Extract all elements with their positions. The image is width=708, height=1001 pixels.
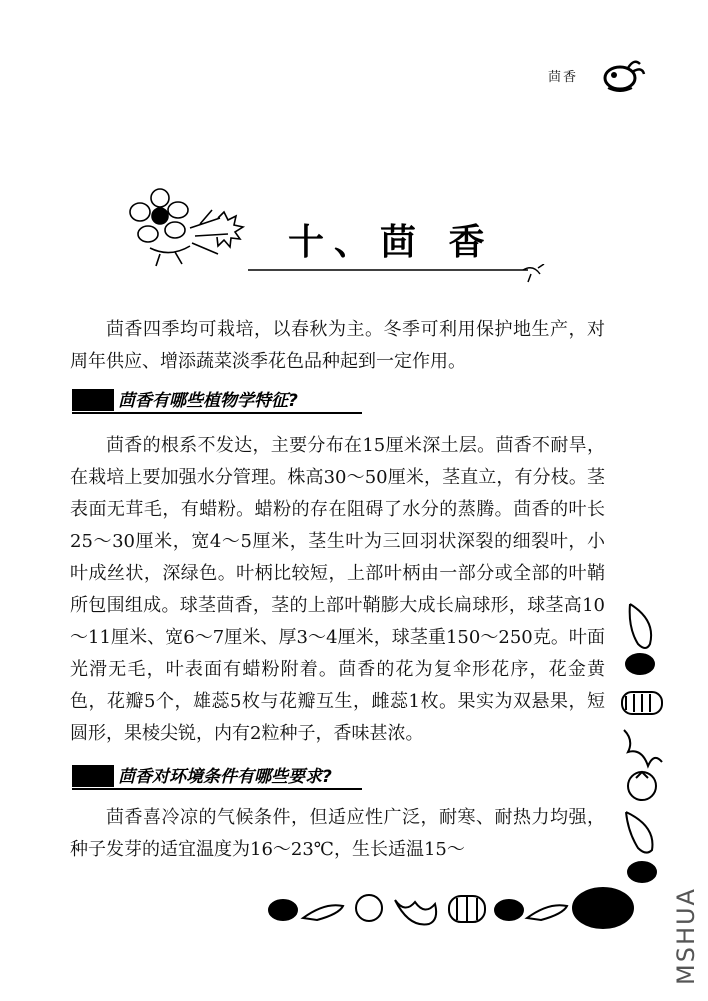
watermark: MSHUA — [672, 887, 700, 985]
section-heading-text: 茴香有哪些植物学特征? — [118, 391, 298, 411]
rabbit-icon — [598, 58, 648, 92]
section-heading-2 — [72, 762, 372, 792]
heading-underline — [72, 788, 362, 790]
intro-text: 茴香四季均可栽培，以春秋为主。冬季可利用保护地生产，对周年供应、增添蔬菜淡季花色品种起到一定作用。 — [70, 319, 605, 372]
heading-marker — [72, 389, 114, 411]
flower-illustration-icon — [120, 188, 260, 268]
section-heading-1 — [72, 386, 372, 416]
section-body-2 — [70, 802, 605, 866]
chapter-title: 十、茴 香 — [288, 222, 495, 263]
vegetable-border-icon — [616, 600, 668, 890]
title-underline — [248, 264, 548, 284]
chapter-title-block — [120, 188, 560, 278]
section-body-1 — [70, 430, 605, 750]
section-body-text: 茴香喜冷凉的气候条件，但适应性广泛，耐寒、耐热力均强，种子发芽的适宜温度为16～23℃，生长适温15～ — [70, 807, 605, 860]
heading-marker — [72, 765, 114, 787]
intro-paragraph — [70, 314, 605, 378]
section-body-text: 茴香的根系不发达，主要分布在15厘米深土层。茴香不耐旱，在栽培上要加强水分管理。株高30～50厘米，茎直立，有分枝。茎表面无茸毛，有蜡粉。蜡粉的存在阻碍了水分的蒸腾。茴香的叶长25～30厘米，宽4～5厘米，茎生叶为三回羽状深裂的细裂叶，小叶成丝状，深绿色。叶柄比较短，上部叶柄由一部分或全部的叶鞘所包围组成。球茎茴香，茎的上部叶鞘膨大成长扁球形，球茎高10～11厘米、宽6～7厘米、厚3～4厘米，球茎重150～250克。叶面光滑无毛，叶表面有蜡粉附着。茴香的花为复伞形花序，花金黄色，花瓣5个，雄蕊5枚与花瓣互生，雌蕊1枚。果实为双悬果，短圆形，果棱尖锐，内有2粒种子，香味甚浓。 — [70, 435, 605, 744]
running-head: 茴香 — [548, 70, 579, 85]
vegetable-border-icon — [265, 880, 635, 940]
section-heading-text: 茴香对环境条件有哪些要求? — [118, 767, 332, 787]
heading-underline — [72, 412, 362, 414]
